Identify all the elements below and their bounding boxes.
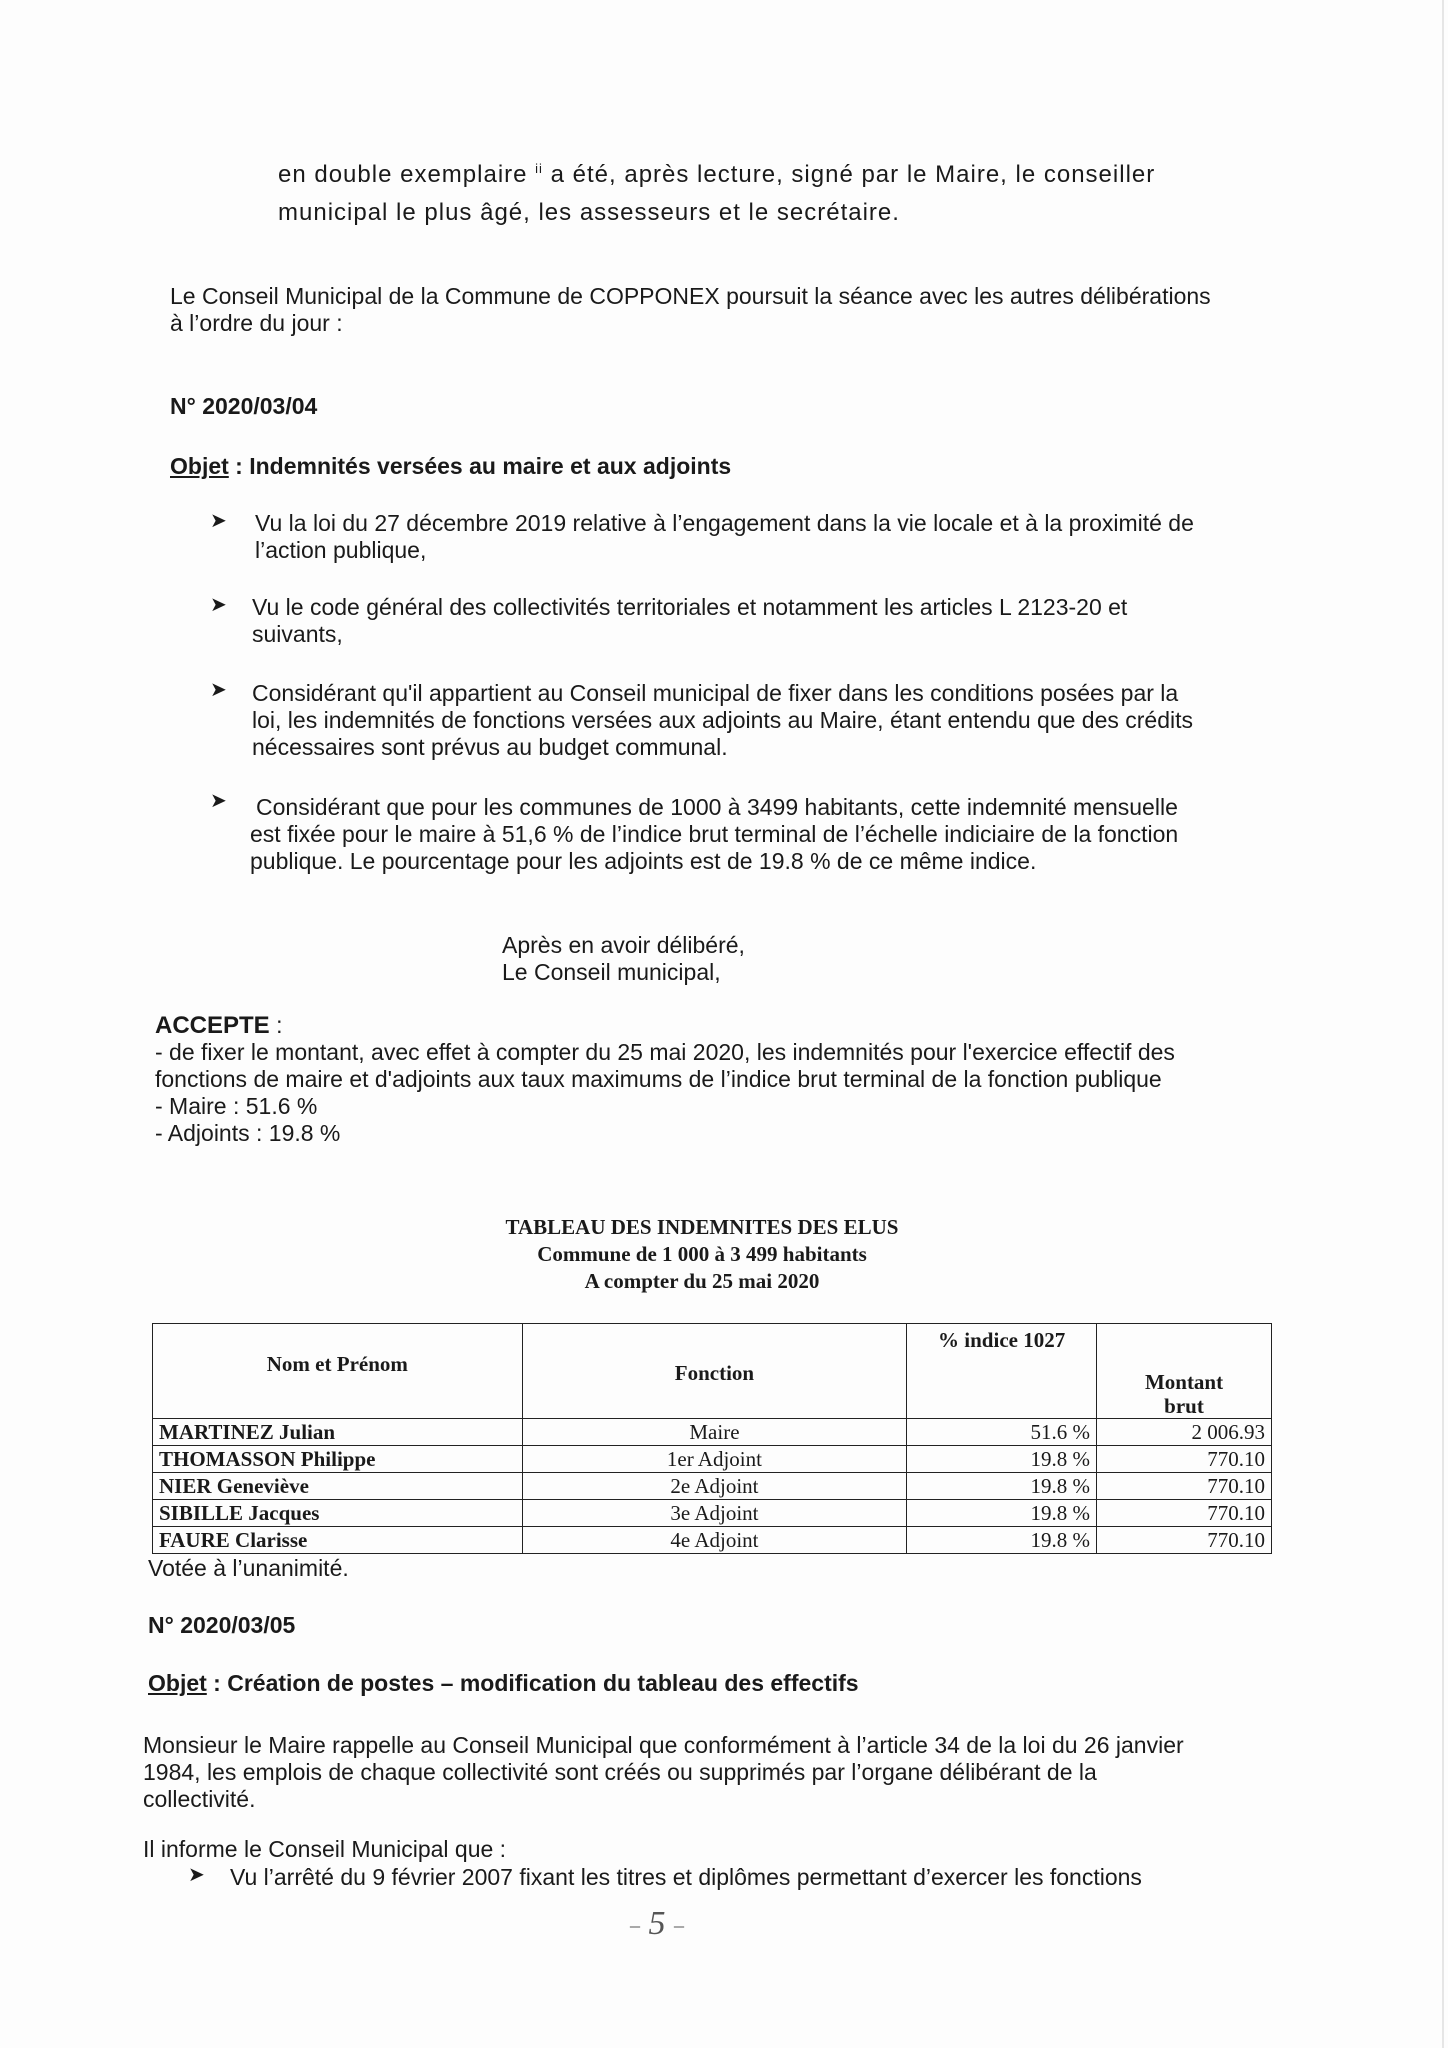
bullet-1: Vu la loi du 27 décembre 2019 relative à l’engagement dans la vie locale et à la proximité de l’action publique,	[255, 510, 1194, 563]
objet-title: : Création de postes – modification du tableau des effectifs	[206, 1670, 859, 1696]
table-title: TABLEAU DES INDEMNITES DES ELUS Commune de 1 000 à 3 499 habitants A compter du 25 mai 2020	[505, 1215, 899, 1293]
delib2-bullet: Vu l’arrêté du 9 février 2007 fixant les titres et diplômes permettant d’exercer les fonctions	[230, 1864, 1142, 1890]
arrowhead-bullet-icon: ➤	[210, 594, 227, 616]
table-row: FAURE Clarisse 4e Adjoint 19.8 % 770.10	[153, 1527, 1272, 1554]
intro-text	[278, 150, 1278, 232]
arrowhead-bullet-icon: ➤	[210, 510, 227, 532]
preamble: Le Conseil Municipal de la Commune de COPPONEX poursuit la séance avec les autres délibérations à l’ordre du jour :	[170, 283, 1211, 336]
objet-1	[170, 453, 731, 480]
scan-edge	[1442, 0, 1444, 2048]
table-row: MARTINEZ Julian Maire 51.6 % 2 006.93	[153, 1419, 1272, 1446]
footnote-ref: ii	[535, 161, 543, 176]
arrowhead-bullet-icon: ➤	[210, 679, 227, 701]
objet-label: Objet	[170, 453, 229, 479]
informe-line: Il informe le Conseil Municipal que :	[143, 1836, 507, 1862]
table-header-row	[153, 1324, 1272, 1419]
objet-2	[148, 1670, 859, 1697]
deliberation-number-1: N° 2020/03/04	[170, 393, 318, 419]
header-indice: % indice 1027	[907, 1324, 1097, 1419]
header-fonction: Fonction	[522, 1324, 907, 1419]
objet-title: : Indemnités versées au maire et aux adjoints	[228, 453, 732, 479]
intro-line-1: en double exemplaire $^{ii}$ a été, après lecture, signé par le Maire, le conseiller	[278, 161, 1156, 188]
delib2-paragraph: Monsieur le Maire rappelle au Conseil Municipal que conformément à l’article 34 de la loi du 26 janvier 1984, les emplois de chaque collectivité sont créés ou supprimés par l’organe délibérant de la collectivité.	[143, 1732, 1184, 1812]
objet-label: Objet	[148, 1670, 207, 1696]
bullet-3: Considérant qu'il appartient au Conseil municipal de fixer dans les conditions posées par la loi, les indemnités de fonctions versées aux adjoints au Maire, étant entendu que des crédits nécessaires sont prévus au budget communal.	[252, 680, 1194, 760]
vote-result: Votée à l’unanimité.	[148, 1555, 349, 1581]
bullet-4: Considérant que pour les communes de 1000 à 3499 habitants, cette indemnité mensuelle est fixée pour le maire à 51,6 % de l’indice brut terminal de l’échelle indiciaire de la fonction publique. Le pourcentage pour les adjoints est de 19.8 % de ce même indice.	[250, 794, 1179, 874]
arrowhead-bullet-icon: ➤	[210, 790, 227, 812]
accepte-heading: ACCEPTE :	[155, 1012, 283, 1039]
table-row: SIBILLE Jacques 3e Adjoint 19.8 % 770.10	[153, 1500, 1272, 1527]
accepte-block: ACCEPTE : - de fixer le montant, avec effet à compter du 25 mai 2020, les indemnités pour l'exercice effectif des fonctions de maire et d'adjoints aux taux maximums de l’indice brut terminal de la fonction publique - Maire : 51.6 % - Adjoints : 19.8 %	[155, 1012, 1305, 1147]
page-number: – 5 –	[630, 1905, 684, 1942]
arrowhead-bullet-icon: ➤	[188, 1864, 205, 1886]
table-row: THOMASSON Philippe 1er Adjoint 19.8 % 770.10	[153, 1446, 1272, 1473]
indemnity-table	[152, 1323, 1272, 1554]
table-row: NIER Geneviève 2e Adjoint 19.8 % 770.10	[153, 1473, 1272, 1500]
header-montant: Montant brut	[1097, 1324, 1272, 1419]
header-nom: Nom et Prénom	[153, 1324, 523, 1419]
intro-line-2: municipal le plus âgé, les assesseurs et le secrétaire.	[278, 199, 900, 226]
bullet-2: Vu le code général des collectivités territoriales et notamment les articles L 2123-20 et suivants,	[252, 594, 1128, 647]
deliberation-statement: Après en avoir délibéré, Le Conseil municipal,	[502, 932, 745, 985]
deliberation-number-2: N° 2020/03/05	[148, 1612, 296, 1638]
